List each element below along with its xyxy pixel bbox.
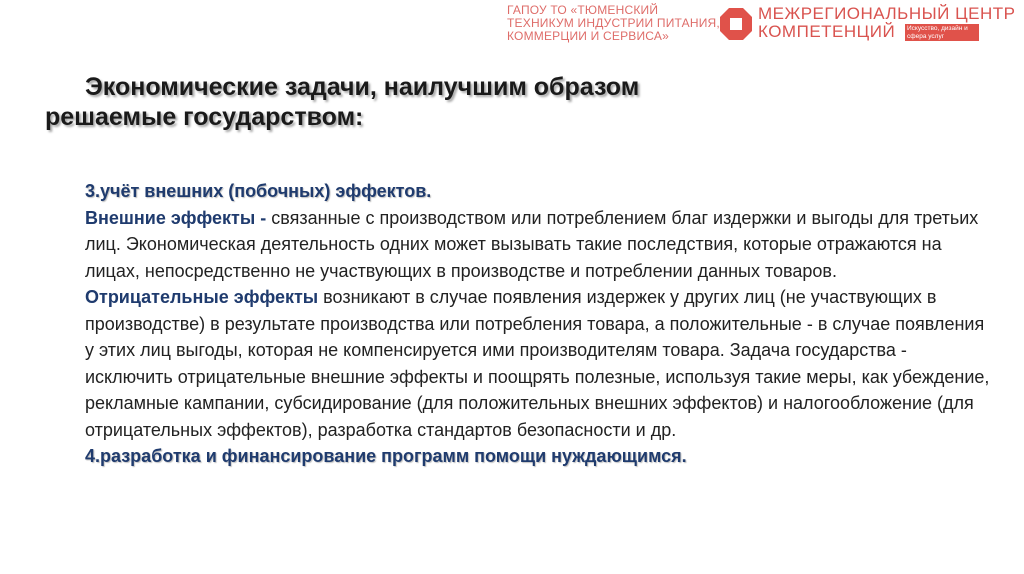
logo-line-2: КОМПЕТЕНЦИЙ [758,22,896,41]
negative-effects-paragraph [45,284,995,443]
external-effects-paragraph [45,205,995,285]
title-line-1: Экономические задачи, наилучшим образом [85,73,640,101]
slide-title [45,72,945,132]
org-line-1: ГАПОУ ТО «ТЮМЕНСКИЙ [507,3,659,17]
logo-subtitle: Искусство, дизайн и сфера услуг [905,24,979,41]
negative-effects-term: Отрицательные эффекты [85,287,319,307]
external-effects-text: связанные с производством или потреблением благ издержки и выгоды для третьих лиц. Экономическая деятельность одних может вызывать такие последствия, которые отражаются на лицах, непосредственно не участвующих в производстве и потреблении данных товаров. [85,207,979,281]
item-4-heading: 4.разработка и финансирование программ помощи нуждающимся. [85,446,687,466]
item-3-heading: 3.учёт внешних (побочных) эффектов. [85,181,432,201]
competence-center-logo [716,4,1024,48]
external-effects-term: Внешние эффекты - [85,207,267,228]
negative-effects-text: возникают в случае появления издержек у других лиц (не участвующих в производстве) в результате производства или потребления товара, а положительные - в случае появления у этих лиц выгоды, которая не компенсируется ими производителям товара. Задача государства - исключить отрицательные внешние эффекты и поощрять полезные, используя такие меры, как убеждение, рекламные кампании, субсидирование (для положительных внешних эффектов) и налогообложение (для отрицательных эффектов), разработка стандартов безопасности и др. [85,287,990,440]
org-line-3: КОММЕРЦИИ И СЕРВИСА» [507,29,669,43]
org-line-2: ТЕХНИКУМ ИНДУСТРИИ ПИТАНИЯ, [507,16,720,30]
logo-line-1: МЕЖРЕГИОНАЛЬНЫЙ ЦЕНТР [758,4,1016,23]
title-line-2: решаемые государством: [45,103,364,131]
organization-name [507,4,722,43]
slide-content [45,178,995,470]
logo-mark-icon [720,8,752,40]
